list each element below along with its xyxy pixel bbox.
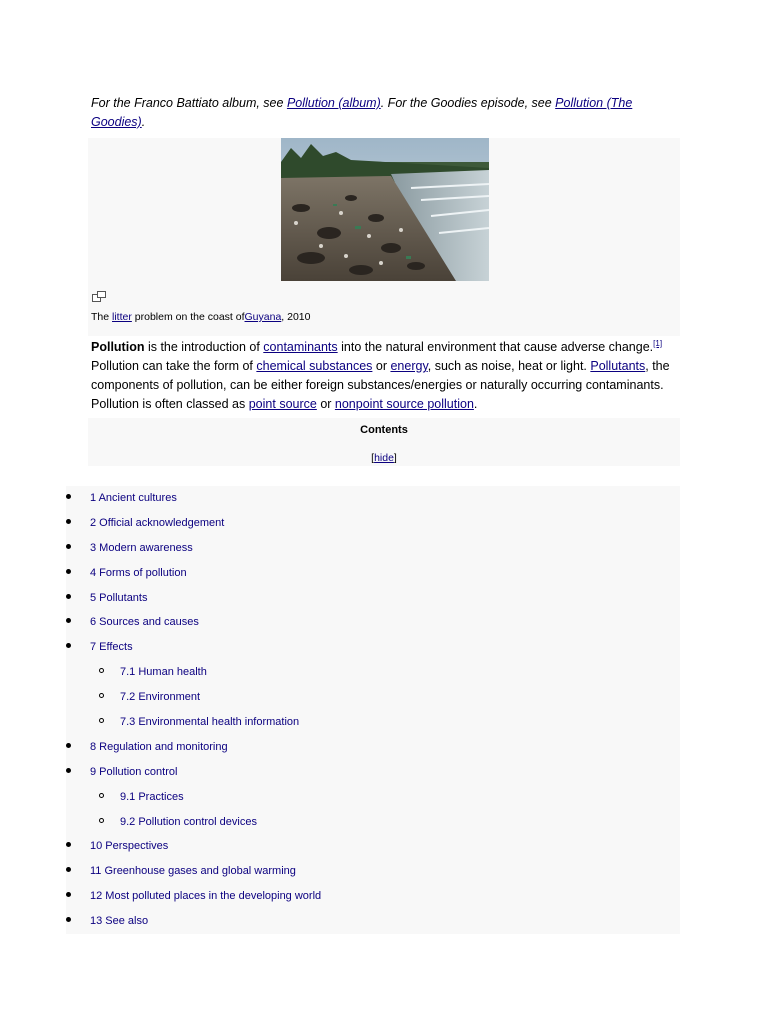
toc-item-label[interactable]: 7 Effects [90,641,133,654]
figure-caption [91,310,311,324]
lead-paragraph [91,338,671,414]
bullet-icon [66,494,71,499]
toc-item-label[interactable]: 4 Forms of pollution [90,566,187,579]
toc-header [88,418,680,466]
bullet-icon [66,743,71,748]
toc-item[interactable] [66,735,680,760]
article-term: Pollution [91,340,145,354]
toc-item-label[interactable]: 9 Pollution control [90,765,178,778]
magnify-clip-icon[interactable] [92,291,106,302]
circle-bullet-icon [99,668,104,673]
toc-item-label[interactable]: 9.1 Practices [120,790,184,803]
toc-item-label[interactable]: 3 Modern awareness [90,541,193,554]
toc-item[interactable] [66,909,680,934]
lead-text: or [316,397,335,411]
hatnote-text: For the Franco Battiato album, see [91,96,287,110]
bullet-icon [66,892,71,897]
toc-hide-toggle [88,452,680,464]
toc-item[interactable] [66,511,680,536]
beach-litter-photo[interactable] [281,138,489,281]
caption-text: problem on the coast of [131,311,245,323]
toc-item-label[interactable]: 2 Official acknowledgement [90,516,225,529]
toc-item-label[interactable]: 6 Sources and causes [90,616,199,629]
point-source-link[interactable]: point source [248,397,317,411]
energy-link[interactable]: energy [390,359,428,373]
guyana-link[interactable]: Guyana [244,311,282,323]
caption-text: , 2010 [281,311,311,323]
lead-text: . [473,397,478,411]
hatnote-text: . [141,115,146,129]
circle-bullet-icon [99,693,104,698]
bracket: ] [393,452,397,464]
bracket: [ [371,452,375,464]
lead-text: or [372,359,391,373]
toc-item-label[interactable]: 1 Ancient cultures [90,492,177,504]
toc-item-label[interactable]: 9.2 Pollution control devices [120,815,257,828]
toc-item-label[interactable]: 5 Pollutants [90,591,148,604]
bullet-icon [66,618,71,623]
circle-bullet-icon [99,818,104,823]
thumbnail-figure [88,138,680,336]
toc-item[interactable] [66,710,680,735]
toc-item[interactable] [66,785,680,810]
pollution-album-link[interactable]: Pollution (album) [286,96,381,110]
chemical-substances-link[interactable]: chemical substances [256,359,373,373]
toc-item[interactable] [66,810,680,835]
litter-link[interactable]: litter [112,311,132,323]
toc-item-label[interactable]: 13 See also [90,915,149,928]
toc-item[interactable] [66,536,680,561]
lead-text: into the natural environment that cause adverse change. [337,340,654,354]
bullet-icon [66,519,71,524]
toc-item-label[interactable]: 7.2 Environment [120,691,201,704]
toc-title: Contents [360,424,408,436]
toc-item[interactable] [66,760,680,785]
bullet-icon [66,867,71,872]
bullet-icon [66,917,71,922]
toc-item-label[interactable]: 12 Most polluted places in the developing world [90,890,322,903]
bullet-icon [66,643,71,648]
toc-item-label[interactable]: 11 Greenhouse gases and global warming [90,865,296,878]
pollution-goodies-link[interactable]: Pollution (The Goodies) [91,96,633,129]
toc-item[interactable] [66,486,680,511]
toc-item[interactable] [66,685,680,710]
toc-item[interactable] [66,660,680,685]
toc-item[interactable] [66,859,680,884]
toc-item[interactable] [66,610,680,635]
bullet-icon [66,842,71,847]
pollutants-link[interactable]: Pollutants [590,359,646,373]
bullet-icon [66,768,71,773]
bullet-icon [66,569,71,574]
hatnote-text: . For the Goodies episode, see [380,96,556,110]
toc-item-label[interactable]: 7.3 Environmental health information [120,716,300,729]
lead-text: is the introduction of [144,340,264,354]
lead-text: , such as noise, heat or light. [427,359,591,373]
toc-item[interactable] [66,635,680,660]
toc-hide-link[interactable]: hide [374,452,394,464]
toc-item-label[interactable]: 7.1 Human health [120,666,207,679]
circle-bullet-icon [99,793,104,798]
toc-item[interactable] [66,561,680,586]
toc-item[interactable] [66,586,680,611]
caption-text: The [91,311,113,323]
toc-list [66,486,680,934]
beach-litter-image [281,138,489,281]
bullet-icon [66,544,71,549]
lead-text: Pollution can take the form of [91,359,257,373]
hatnote [91,94,651,132]
reference-1-link[interactable]: [1] [653,338,663,348]
toc-item[interactable] [66,884,680,909]
lead-text: , the components of pollution, can be either foreign substances/energies or naturally occurring contaminants. Pollution is often classed as [91,359,670,411]
contaminants-link[interactable]: contaminants [263,340,338,354]
circle-bullet-icon [99,718,104,723]
toc-item-label[interactable]: 8 Regulation and monitoring [90,740,228,753]
nonpoint-source-pollution-link[interactable]: nonpoint source pollution [334,397,474,411]
toc-item[interactable] [66,834,680,859]
toc-item-label[interactable]: 10 Perspectives [90,840,169,853]
bullet-icon [66,594,71,599]
